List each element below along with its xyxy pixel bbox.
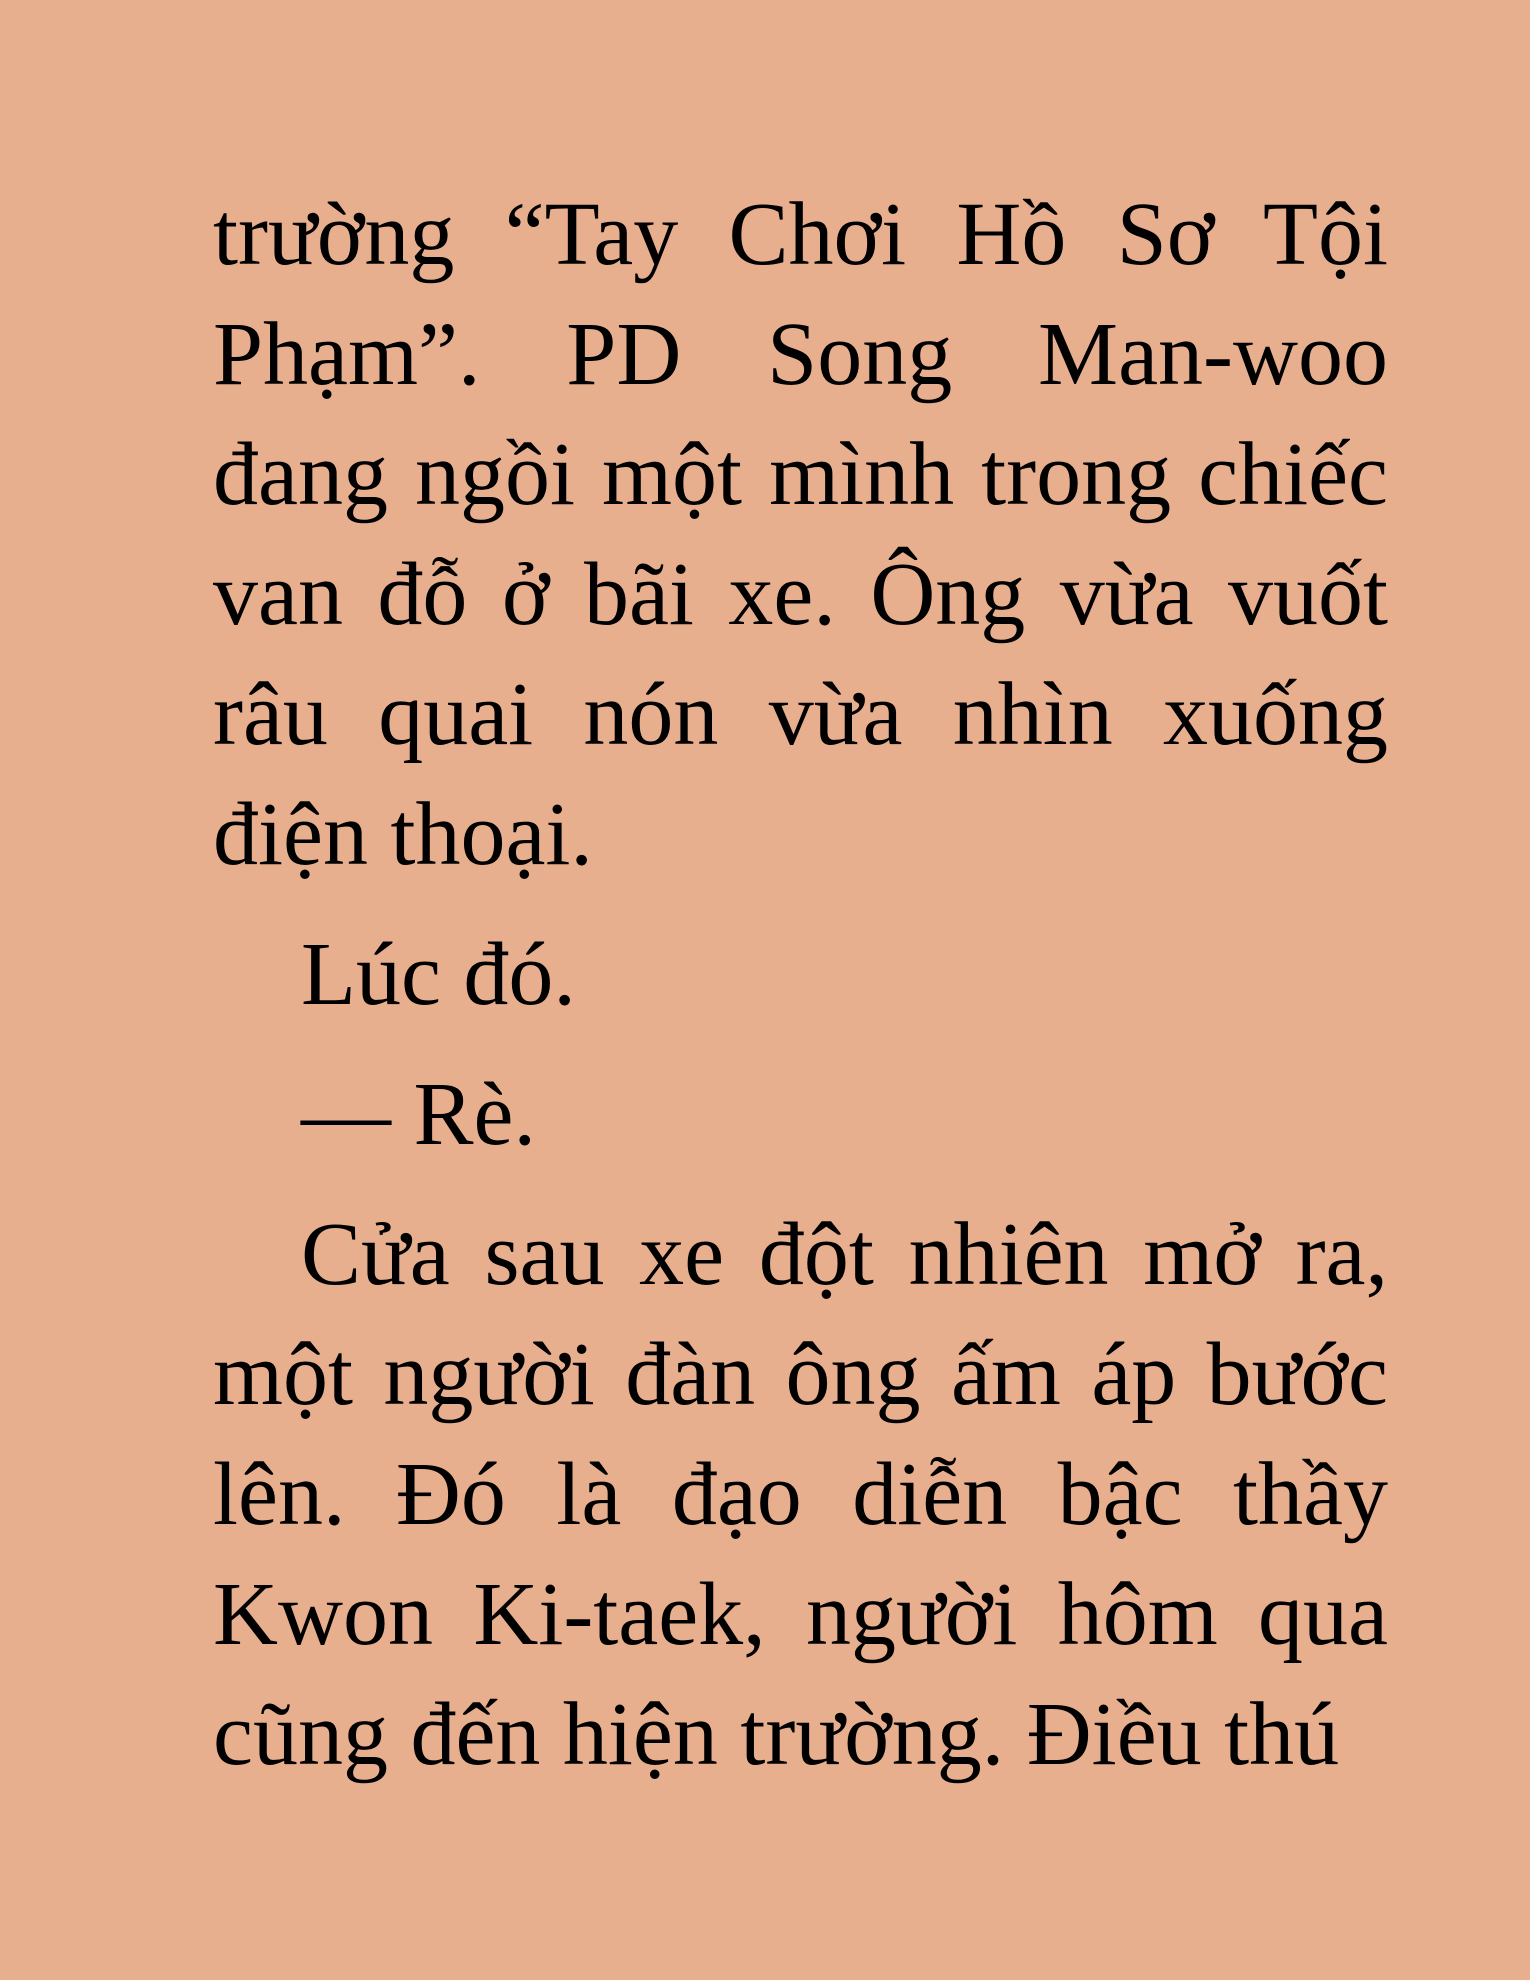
paragraph-body: Cửa sau xe đột nhiên mở ra, một người đàn ông ấm áp bước lên. Đó là đạo diễn bậc thầy Kwon Ki-taek, người hôm qua cũng đến hiện trường. Điều thú <box>213 1205 1388 1784</box>
paragraph-sound-effect: — Rè. <box>301 1065 536 1164</box>
paragraph-continued: trường “Tay Chơi Hồ Sơ Tội Phạm”. PD Song Man-woo đang ngồi một mình trong chiếc van đỗ ở bãi xe. Ông vừa vuốt râu quai nón vừa nhìn xuống điện thoại. <box>213 185 1388 884</box>
paragraph-short-line: Lúc đó. <box>301 925 576 1024</box>
page-text <box>213 175 1388 1795</box>
